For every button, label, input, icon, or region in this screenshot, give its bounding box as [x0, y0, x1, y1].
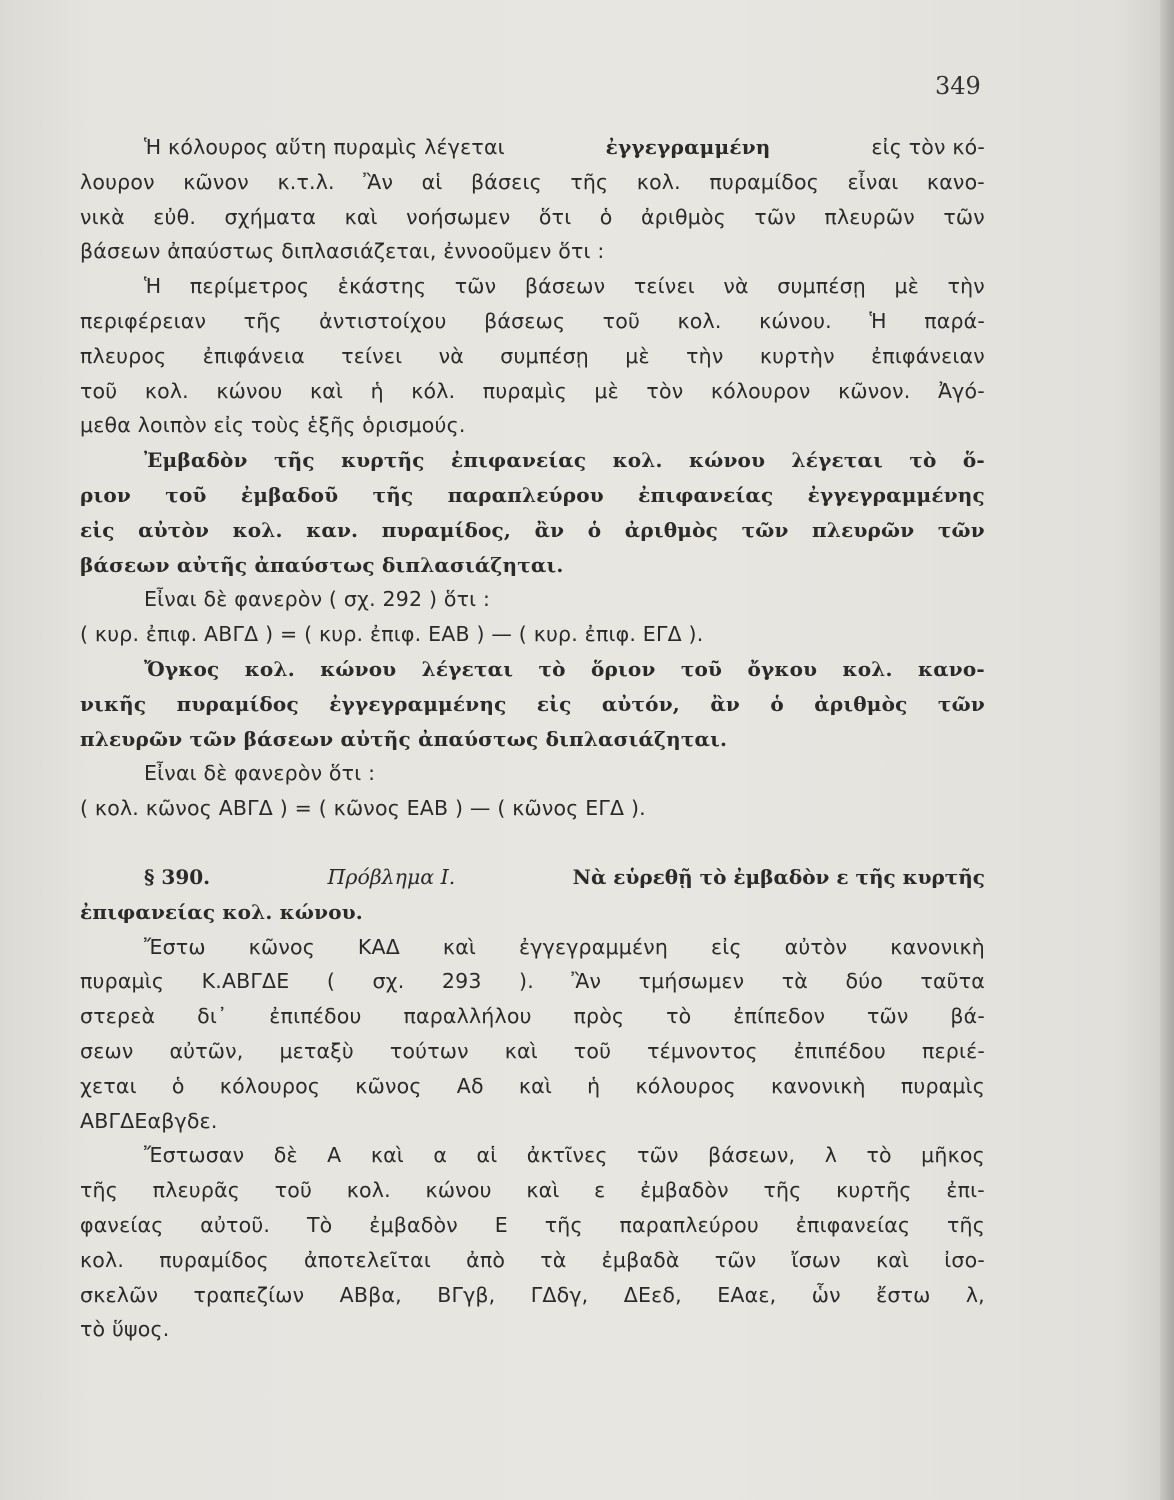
word: πρὸς [573, 1004, 625, 1029]
word: ΓΔδγ, [530, 1282, 589, 1307]
word: τῆς [544, 1212, 583, 1237]
text-line [80, 130, 985, 165]
word: ἐπιπέδου [793, 1038, 886, 1063]
word: ΔΕεδ, [623, 1282, 682, 1307]
word: κόλ. [411, 378, 456, 403]
word: τὸ [909, 448, 937, 473]
word: ἀπὸ [466, 1247, 506, 1272]
word: ἐπίπεδον [733, 1004, 826, 1029]
problem-statement-line [80, 895, 985, 930]
word: α [433, 1143, 448, 1168]
word: Τὸ [306, 1212, 333, 1237]
definition-line [80, 513, 985, 548]
word: ). [519, 969, 534, 994]
word: πυραμίδος [709, 169, 819, 194]
word: πυραμίδος [176, 691, 299, 716]
word: Αδ [456, 1073, 484, 1098]
word: Ἔστωσαν [144, 1143, 245, 1168]
section-number: § 390. [144, 864, 211, 889]
word: πλευρος [80, 343, 167, 368]
text-segment: Ἡ κόλουρος αὕτη πυραμὶς λέγεται [144, 135, 505, 159]
text-line [80, 1173, 985, 1208]
word: κῶνος [355, 1073, 422, 1098]
word: τῆς [80, 1178, 118, 1203]
word: αἱ [476, 1143, 498, 1168]
word: καὶ [504, 1038, 538, 1063]
word: εὐθ. [153, 204, 197, 229]
word: καὶ [309, 378, 344, 403]
word: ἐμβαδοῦ [240, 482, 339, 507]
word: πλευρῶν [812, 517, 915, 542]
definition-line [80, 478, 985, 513]
word: ΑΒβα, [339, 1282, 402, 1307]
word: μῆκος [921, 1143, 985, 1168]
word: κώνου [216, 378, 283, 403]
word: τμήσωμεν [638, 969, 745, 994]
word: ὧν [811, 1282, 841, 1307]
word: τέμνοντος [647, 1038, 758, 1063]
word: κολ. [80, 1247, 125, 1272]
word: τείνει [341, 343, 403, 368]
word: ΕΑαε, [717, 1282, 777, 1307]
word: λέγεται [421, 656, 514, 681]
word: τοῦ [602, 308, 641, 333]
word: ἡ [587, 1073, 601, 1098]
word: κῶνον. [838, 378, 911, 403]
word: ταῦτα [920, 969, 985, 994]
word: δύο [845, 969, 883, 994]
word: τοῦ [573, 1038, 612, 1063]
word: ἀριθμὸς [640, 204, 726, 229]
text-segment: μεθα λοιπὸν εἰς τοὺς ἑξῆς ὁρισμούς. [80, 413, 466, 438]
word: κανονικὴ [771, 1073, 866, 1098]
word: εἶναι [847, 169, 899, 194]
word: παραπλεύρου [447, 482, 604, 507]
word: νικὰ [80, 204, 125, 229]
text-segment: Εἶναι δὲ φανερὸν ὅτι : [144, 761, 376, 786]
word: ἰσο- [944, 1247, 985, 1272]
word: νὰ [723, 274, 749, 299]
word: καὶ [370, 1143, 404, 1168]
text-line [80, 1312, 985, 1347]
word: τῶν [637, 1143, 679, 1168]
word: νικῆς [80, 691, 147, 716]
section-heading [80, 860, 985, 895]
word: κολ. [346, 1178, 391, 1203]
word: κανονικὴ [890, 934, 985, 959]
definition-text: πλευρῶν τῶν βάσεων αὐτῆς ἀπαύστως διπλασιάζηται. [80, 726, 728, 751]
formula: ( κυρ. ἐπιφ. ΑΒΓΔ ) = ( κυρ. ἐπιφ. ΕΑΒ ) — ( κυρ. ἐπιφ. ΕΓΔ ). [80, 622, 704, 647]
word: τῶν [937, 517, 985, 542]
word: ἐπι- [946, 1178, 985, 1203]
word: κυρτὴν [759, 343, 835, 368]
word: νὰ [438, 343, 464, 368]
word: βάσεων [524, 274, 606, 299]
word: κολ. [144, 378, 189, 403]
formula-line [80, 791, 985, 826]
word: κώνου. [759, 308, 832, 333]
word: μεταξὺ [279, 1038, 354, 1063]
definition-text: βάσεων αὐτῆς ἀπαύστως διπλασιάζηται. [80, 552, 564, 577]
word: συμπέσῃ [777, 274, 866, 299]
word: τὸ [666, 1004, 692, 1029]
word: ἐπιφάνειαν [871, 343, 985, 368]
word: ἐμβαδὸν [640, 1178, 729, 1203]
word: σκελῶν [80, 1282, 159, 1307]
text-line [80, 1069, 985, 1104]
word: αὐτοῦ. [200, 1212, 271, 1237]
word: τῆς [570, 169, 609, 194]
word: Ἂν [571, 969, 602, 994]
word: Ἀγό- [937, 378, 985, 403]
word: ἐμβαδὰ [601, 1247, 680, 1272]
text-line [80, 999, 985, 1034]
text-line [80, 1278, 985, 1313]
word: ἴσων [791, 1247, 841, 1272]
word: τῆς [372, 482, 414, 507]
page-text [80, 130, 985, 1347]
word: ἐγγεγραμμένης [807, 482, 985, 507]
word: κολ. [677, 308, 722, 333]
word: κόλουρος [635, 1073, 736, 1098]
word: τὸν [646, 378, 684, 403]
word: κῶνος [248, 934, 315, 959]
word: αὐτῶν, [169, 1038, 244, 1063]
word: μὲ [594, 378, 619, 403]
word: ἂν [710, 691, 740, 716]
word: τῆς [763, 1178, 802, 1203]
word: κανο- [926, 169, 985, 194]
word: καὶ [344, 204, 378, 229]
word: κώνου [689, 448, 766, 473]
formula-line [80, 617, 985, 652]
word: κώνου [320, 656, 397, 681]
word: ΒΓγβ, [437, 1282, 496, 1307]
word: τὰ [781, 969, 809, 994]
word: εἰς [80, 517, 115, 542]
text-line [80, 1034, 985, 1069]
word: καὶ [526, 1178, 560, 1203]
word: ὅριον [590, 656, 656, 681]
word: ε [594, 1178, 606, 1203]
word: κυρτῆς [341, 448, 425, 473]
word: κῶνον [183, 169, 249, 194]
word: συμπέσῃ [500, 343, 589, 368]
word: 293 [441, 969, 482, 994]
word: τοῦ [680, 656, 723, 681]
word: Ὄγκος [144, 656, 220, 681]
word: ἀντιστοίχου [319, 308, 447, 333]
text-line [80, 269, 985, 304]
word: αὐτὸν [784, 934, 848, 959]
word: ριον [80, 482, 131, 507]
word: τὴν [686, 343, 724, 368]
bold-term: ἐγγεγραμμένη [605, 135, 771, 159]
word: βά- [950, 1004, 985, 1029]
word: ἐπιφάνεια [202, 343, 305, 368]
word: αἱ [421, 169, 443, 194]
word: ὁ [587, 517, 602, 542]
word: ἔστω [876, 1282, 931, 1307]
problem-statement: Νὰ εὑρεθῇ τὸ ἐμβαδὸν ε τῆς κυρτῆς [572, 864, 985, 889]
word: κ.τ.λ. [277, 169, 335, 194]
text-line [80, 234, 985, 269]
word: σχ. [372, 969, 405, 994]
word: καν. [306, 517, 359, 542]
word: βάσεως [484, 308, 566, 333]
word: τοῦ [80, 378, 118, 403]
problem-statement: ἐπιφανείας κολ. κώνου. [80, 899, 363, 924]
page-number: 349 [935, 72, 981, 100]
section-gap [80, 826, 985, 860]
word: Ἔστω [144, 934, 206, 959]
word: πυραμὶς [80, 969, 165, 994]
word: δι᾽ [197, 1004, 228, 1029]
word: ΚΑΔ [357, 934, 400, 959]
word: Ἡ [144, 274, 162, 299]
text-segment: βάσεων ἀπαύστως διπλασιάζεται, ἐννοοῦμεν ὅτι : [80, 239, 605, 264]
text-line [80, 1243, 985, 1278]
word: ἀποτελεῖται [304, 1247, 431, 1272]
word: ὁ [599, 204, 613, 229]
word: λ, [965, 1282, 985, 1307]
word: Ἐμβαδὸν [144, 448, 248, 473]
text-line [80, 756, 985, 791]
word: ὁ [770, 691, 784, 716]
word: σχήματα [224, 204, 317, 229]
word: κώνου [425, 1178, 492, 1203]
word: ἐπιπέδου [269, 1004, 362, 1029]
definition-line [80, 652, 985, 687]
word: περιέ- [921, 1038, 985, 1063]
word: παραπλεύρου [619, 1212, 759, 1237]
word: κολ. [636, 169, 681, 194]
word: τῆς [273, 448, 315, 473]
word: ἐγγεγραμμένη [519, 934, 669, 959]
word: μὲ [625, 343, 650, 368]
text-segment: εἰς τὸν κό- [871, 135, 985, 159]
word: ἐμβαδὸν [369, 1212, 458, 1237]
formula: ( κολ. κῶνος ΑΒΓΔ ) = ( κῶνος ΕΑΒ ) — ( κῶνος ΕΓΔ ). [80, 796, 646, 821]
word: αὐτὸν [138, 517, 210, 542]
word: ἐπιφανείας [450, 448, 587, 473]
word: τῶν [714, 1247, 757, 1272]
word: ἐγγεγραμμένης [329, 691, 507, 716]
word: μὲ [894, 274, 920, 299]
text-line [80, 200, 985, 235]
problem-title: Πρόβλημα I. [327, 864, 456, 889]
text-line [80, 408, 985, 443]
word: ἀριθμὸς [624, 517, 719, 542]
word: ἀκτῖνες [526, 1143, 608, 1168]
word: κόλουρος [219, 1073, 321, 1098]
word: τῶν [454, 274, 497, 299]
text-line [80, 304, 985, 339]
word: εἰς [711, 934, 742, 959]
word: ἑκάστης [337, 274, 427, 299]
word: καὶ [442, 934, 477, 959]
word: αὐτόν, [601, 691, 680, 716]
word: τῶν [937, 691, 985, 716]
word: στερεὰ [80, 1004, 156, 1029]
word: τῶν [741, 517, 789, 542]
word: τῆς [947, 1212, 985, 1237]
text-line [80, 930, 985, 965]
definition-line [80, 687, 985, 722]
text-line [80, 1138, 985, 1173]
word: κολ. [232, 517, 283, 542]
word: βάσεις [470, 169, 542, 194]
word: ἂν [534, 517, 565, 542]
word: νοήσωμεν [406, 204, 511, 229]
word: κολ. [244, 656, 295, 681]
word: περίμετρος [189, 274, 310, 299]
text-line [80, 165, 985, 200]
text-line [80, 964, 985, 999]
word: Α [327, 1143, 342, 1168]
word: δὲ [273, 1143, 298, 1168]
text-line [80, 374, 985, 409]
word: κολ. [612, 448, 663, 473]
word: πυραμίδος [159, 1247, 269, 1272]
word: κόλουρον [710, 378, 811, 403]
definition-line [80, 443, 985, 478]
word: παρά- [924, 308, 985, 333]
word: ( [326, 969, 336, 994]
word: Ἂν [363, 169, 394, 194]
word: ὄγκου [747, 656, 818, 681]
word: φανείας [80, 1212, 164, 1237]
text-segment: Εἶναι δὲ φανερὸν ( σχ. 292 ) ὅτι : [144, 587, 491, 612]
word: τοῦ [274, 1178, 313, 1203]
word: ἐπιφανείας [638, 482, 774, 507]
word: ὅ- [962, 448, 985, 473]
word: χεται [80, 1073, 137, 1098]
word: τείνει [633, 274, 695, 299]
word: τῶν [943, 204, 985, 229]
word: παραλλήλου [403, 1004, 532, 1029]
word: σεων [80, 1038, 134, 1063]
text-segment: ΑΒΓΔΕαβγδε. [80, 1108, 218, 1133]
word: ἀριθμὸς [814, 691, 908, 716]
word: πλευρῶν [824, 204, 915, 229]
word: τοῦ [165, 482, 207, 507]
text-line [80, 1104, 985, 1139]
text-line [80, 339, 985, 374]
word: λουρον [80, 169, 155, 194]
text-line [80, 582, 985, 617]
word: Ἡ [869, 308, 887, 333]
word: τραπεζίων [193, 1282, 305, 1307]
word: πλευρᾶς [152, 1178, 241, 1203]
word: τῆς [243, 308, 282, 333]
word: τὰ [540, 1247, 567, 1272]
word: κυρτῆς [836, 1178, 912, 1203]
definition-line [80, 548, 985, 583]
word: κολ. [842, 656, 893, 681]
word: ἡ [370, 378, 384, 403]
word: Κ.ΑΒΓΔΕ [201, 969, 290, 994]
word: πυραμίδος, [381, 517, 512, 542]
word: Ε [494, 1212, 508, 1237]
word: ἐπιφανείας [795, 1212, 911, 1237]
text-line [80, 1208, 985, 1243]
word: βάσεων, [708, 1143, 796, 1168]
word: κανο- [918, 656, 985, 681]
word: τῶν [754, 204, 796, 229]
word: καὶ [875, 1247, 910, 1272]
text-segment: τὸ ὕψος. [80, 1317, 170, 1342]
definition-line [80, 722, 985, 757]
word: λ [824, 1143, 838, 1168]
word: πυραμὶς [900, 1073, 985, 1098]
word: τῶν [866, 1004, 909, 1029]
word: ὅτι [538, 204, 572, 229]
word: τούτων [389, 1038, 469, 1063]
word: λέγεται [791, 448, 883, 473]
book-spine-shadow [1160, 0, 1174, 1500]
word: τὴν [947, 274, 985, 299]
word: τὸ [866, 1143, 892, 1168]
word: περιφέρειαν [80, 308, 207, 333]
word: ὁ [171, 1073, 185, 1098]
word: τὸ [538, 656, 566, 681]
word: εἰς [536, 691, 572, 716]
word: καὶ [518, 1073, 552, 1098]
word: πυραμὶς [482, 378, 567, 403]
